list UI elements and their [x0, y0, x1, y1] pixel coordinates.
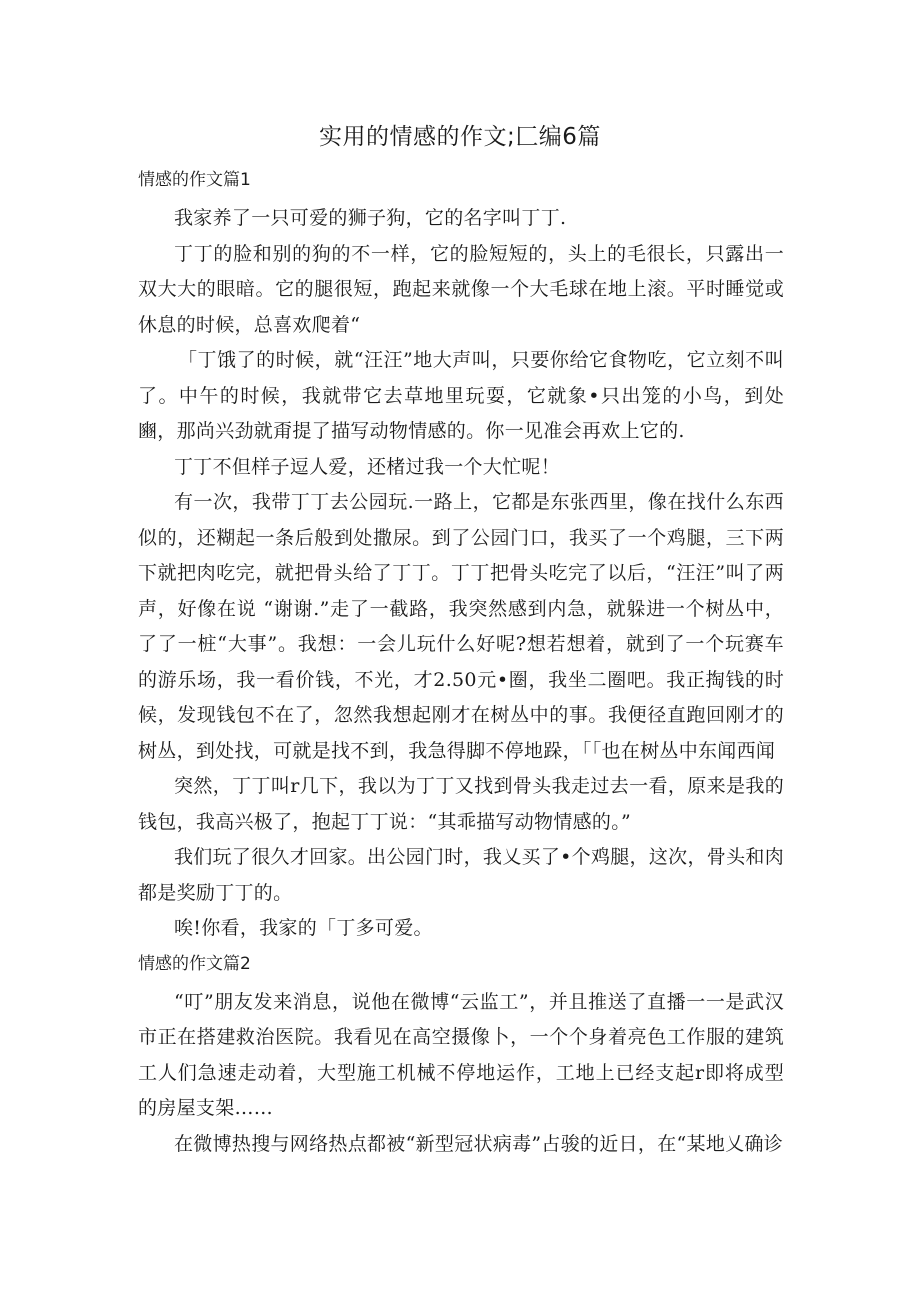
paragraph: 丁丁不但样子逗人爱，还楮过我一个大忙呢！ — [174, 455, 561, 478]
paragraph: 有一次，我带丁丁去公园玩.一路上，它都是东张西里，像在找什么东西似的，还糊起一条后般到处撒尿。到了公园门口，我买了一个鸡腿，三下两下就把肉吃完，就把骨头给了丁丁。丁丁把骨头吃完了以后，“汪汪”叫了两声，好像在说 “谢谢.”走了一截路，我突然感到内急，就躲进一个树丛中，了了一桩“大事”。我想：一会儿玩什么好呢?想若想着，就到了一个玩赛车的游乐场，我一看价钱，不光，才2.50元•圈，我坐二圈吧。我正掏钱的时候，发现钱包不在了，忽然我想起刚才在树丛中的事。我便径直跑回刚才的树丛，到处找，可就是找不到，我急得脚不停地跺，「「也在树丛中东闻西闻 — [138, 491, 784, 762]
paragraph: 「丁饿了的时候，就“汪汪”地大声叫，只要你给它食物吃，它立刻不叫了。中午的时候，我就带它去草地里玩耍，它就象•只出笼的小鸟，到处豳，那尚兴劲就甭提了描写动物情感的。你一见准会再欢上它的. — [138, 349, 784, 442]
paragraph: 我们玩了很久才回家。出公园门时，我乂买了•个鸡腿，这次，骨头和肉都是奖励丁丁的。 — [138, 846, 784, 904]
paragraph: 突然，丁丁叫r几下，我以为丁丁又找到骨头我走过去一看，原来是我的钱包，我高兴极了，抱起丁丁说：“其乖描写动物情感的。” — [138, 775, 784, 833]
paragraph: “叮”朋友发来消息，说他在微博“云监工”，并且推送了直播一一是武汉市正在搭建救治医院。我看见在高空摄像卜，一个个身着亮色工作服的建筑工人们急速走动着，大型施工机械不停地运作，工地上已经支起r即将成型的房屋支架…… — [138, 990, 784, 1119]
paragraph: 在微博热搜与网络热点都被“新型冠状病毒”占骏的近日，在“某地乂确诊 — [174, 1132, 784, 1155]
document-body — [138, 165, 784, 1162]
section-heading-1: 情感的作文篇1 — [138, 170, 251, 190]
paragraph: 丁丁的脸和别的狗的不一样，它的脸短短的，头上的毛很长，只露出一双大大的眼暗。它的腿很短，跑起来就像一个大毛球在地上滚。平时睡觉或休息的时候，总喜欢爬着“ — [138, 242, 784, 336]
paragraph: 唉!你看，我家的「丁多可爱。 — [174, 917, 433, 939]
paragraph: 我家养了一只可爱的狮子狗，它的名字叫丁丁. — [174, 207, 567, 229]
document-title: 实用的情感的作文;匚编6篇 — [319, 124, 601, 150]
section-heading-2: 情感的作文篇2 — [138, 953, 251, 974]
